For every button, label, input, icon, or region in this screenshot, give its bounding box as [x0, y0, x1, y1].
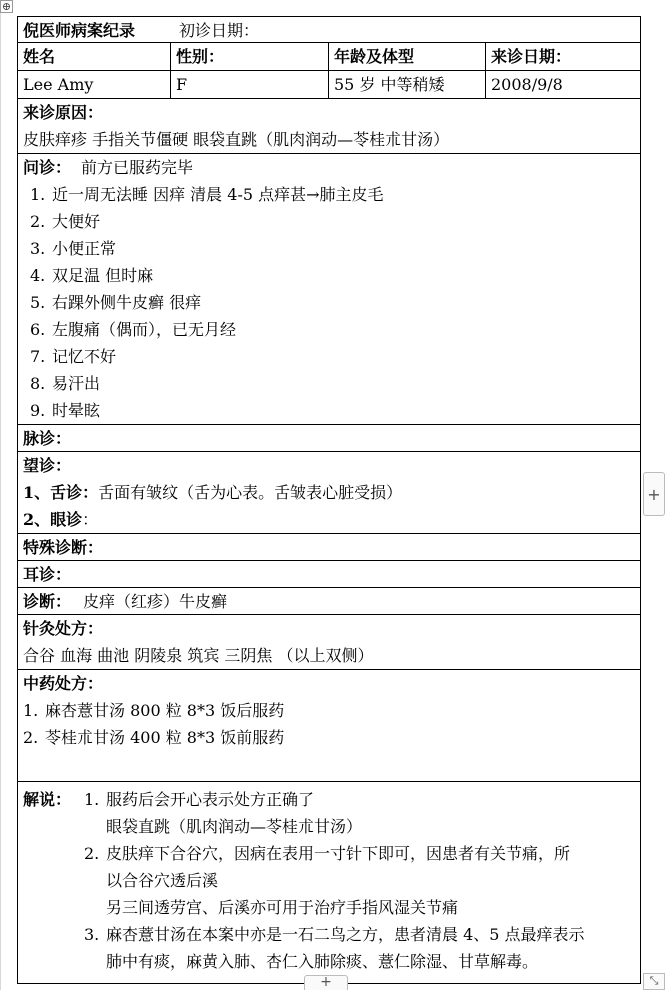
inquiry-list [18, 181, 640, 424]
herbal-list [18, 697, 640, 751]
inquiry-section [17, 154, 641, 425]
inquiry-note: 前方已服药完毕 [81, 158, 194, 177]
explanation-p2: 皮肤痒下合谷穴，因病在表用一寸针下即可，因患者有关节痛，所 [106, 844, 571, 863]
info-value-row [17, 71, 641, 99]
ear-section: 耳诊： [17, 561, 641, 588]
special-diagnosis-section: 特殊诊断： [17, 534, 641, 561]
age-header: 年龄及体型 [329, 43, 486, 70]
inquiry-label: 问诊： [23, 158, 72, 177]
explanation-p2-extra: 另三间透劳宫、后溪亦可用于治疗手指风湿关节痛 [106, 898, 459, 917]
table-resize-handle[interactable]: ⤡ [643, 973, 665, 990]
pulse-section: 脉诊： [17, 425, 641, 452]
herbal-section [17, 670, 641, 782]
medical-record-table [17, 16, 641, 984]
visit-date-value: 2008/9/8 [491, 75, 563, 94]
list-item: 4. 双足温 但时麻 [30, 266, 154, 285]
gender-value: F [171, 71, 329, 98]
record-title: 倪医师病案纪录 [23, 21, 136, 40]
list-item: 1. 近一周无法睡 因痒 清晨 4-5 点痒甚→肺主皮毛 [30, 185, 384, 204]
explanation-label: 解说： [23, 790, 72, 809]
tongue-text: 舌面有皱纹（舌为心表。舌皱表心脏受损） [98, 483, 403, 502]
gender-header: 性别： [171, 43, 329, 70]
first-visit-label: 初诊日期： [179, 21, 260, 40]
name-header: 姓名 [18, 43, 171, 70]
explanation-p1-cont: 眼袋直跳（肌肉润动—苓桂朮甘汤） [106, 817, 363, 836]
reason-text: 皮肤痒疹 手指关节僵硬 眼袋直跳（肌肉润动—苓桂朮甘汤） [23, 130, 450, 149]
diagnosis-label: 诊断： [23, 592, 72, 611]
reason-label: 来诊原因： [23, 103, 104, 122]
acupuncture-text: 合谷 血海 曲池 阴陵泉 筑宾 三阴焦 （以上双侧） [23, 646, 374, 665]
diagnosis-text: 皮痒（红疹）牛皮癣 [83, 592, 228, 611]
herbal-label: 中药处方： [23, 674, 104, 693]
observation-label: 望诊： [23, 456, 72, 475]
age-value: 55 岁 中等稍矮 [329, 71, 486, 98]
page-edge [0, 0, 1, 990]
explanation-p1: 服药后会开心表示处方正确了 [106, 790, 315, 809]
acupuncture-label: 针灸处方： [23, 619, 104, 638]
list-item: 1. 麻杏薏甘汤 800 粒 8*3 饭后服药 [23, 701, 285, 720]
list-item: 6. 左腹痛（偶而），已无月经 [30, 320, 237, 339]
explanation-p3: 麻杏薏甘汤在本案中亦是一石二鸟之方，患者清晨 4、5 点最痒表示 [106, 925, 585, 944]
title-row [17, 16, 641, 43]
eye-label: 2、眼诊 [23, 510, 83, 529]
tongue-label: 1、舌诊： [23, 483, 99, 502]
list-item: 2. 大便好 [30, 212, 101, 231]
list-item: 2. 苓桂朮甘汤 400 粒 8*3 饭前服药 [23, 728, 285, 747]
list-item: 3. 小便正常 [30, 239, 117, 258]
explanation-p3-cont: 肺中有痰，麻黄入肺、杏仁入肺除痰、薏仁除湿、甘草解毒。 [106, 952, 539, 971]
add-row-button[interactable]: + [304, 975, 348, 990]
explanation-p2-cont: 以合谷穴透后溪 [106, 871, 219, 890]
add-column-button[interactable]: + [643, 472, 665, 516]
reason-section [17, 99, 641, 154]
diagnosis-section [17, 588, 641, 615]
explanation-section: 解说： 1. 服药后会开心表示处方正确了 眼袋直跳（肌肉润动—苓桂朮甘汤） 2. 皮肤痒下合谷穴，因病在表用一寸针下即可，因患者有关节痛，所 以合谷穴透后溪 另三间透劳宫、后溪亦可用于治疗手指风湿关节痛 3. 麻杏薏甘汤在本案中亦是一石二鸟之方，患者清晨 4、5 点最痒表示 肺中有痰，麻黄入肺、杏仁入肺除痰、薏仁除湿、甘草解毒。 [17, 782, 641, 984]
observation-section [17, 452, 641, 534]
list-item: 8. 易汗出 [30, 374, 101, 393]
list-item: 9. 时晕眩 [30, 401, 101, 420]
info-header-row [17, 43, 641, 71]
list-item: 7. 记忆不好 [30, 347, 117, 366]
list-item: 5. 右踝外侧牛皮癣 很痒 [30, 293, 202, 312]
eye-text: ： [82, 510, 99, 529]
table-move-handle[interactable]: ⊕ [1, 0, 12, 13]
visit-date-header: 来诊日期： [491, 47, 572, 66]
name-value: Lee Amy [18, 71, 171, 98]
acupuncture-section [17, 615, 641, 670]
